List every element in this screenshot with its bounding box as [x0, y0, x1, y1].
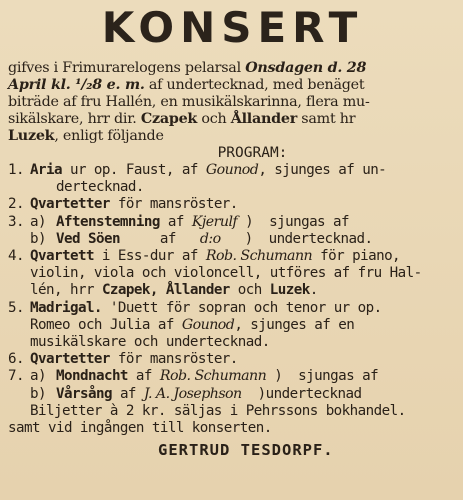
ticket-info-line-2: samt vid ingången till konserten.	[8, 420, 272, 437]
item-title: Mondnacht	[56, 368, 128, 385]
item-text: , sjunges af en	[234, 316, 355, 333]
item-number: 7.	[8, 368, 24, 385]
item-text: Romeo och Julia af	[30, 316, 182, 333]
sub-label: b)	[30, 385, 46, 402]
program-heading: PROGRAM:	[217, 145, 288, 161]
intro-text: , enligt följande	[54, 128, 164, 144]
program-item-5-line-3: musikälskare och undertecknad.	[30, 334, 270, 351]
item-text: af	[111, 385, 144, 402]
performer-name: Ållander	[230, 111, 298, 127]
program-item-4-line-2: violin, viola och violoncell, utföres af fru Hal-	[30, 265, 422, 282]
sub-label: a)	[30, 368, 46, 385]
item-number: 3.	[8, 213, 24, 230]
item-title: Madrigal.	[30, 299, 102, 316]
intro-text: och	[197, 111, 231, 127]
composer-name: Rob. Schumann	[159, 368, 267, 385]
performer-name: Luzek	[8, 128, 55, 144]
item-title: Aftenstemning	[56, 213, 160, 230]
item-text: )undertecknad	[241, 385, 362, 402]
intro-line-2	[8, 77, 457, 94]
composer-name: Gounod	[205, 162, 259, 178]
program-item-3a	[8, 214, 457, 231]
intro-paragraph	[8, 60, 457, 145]
program-item-1-cont: dertecknad.	[56, 179, 144, 196]
item-text: af	[159, 213, 192, 230]
performer-name: Luzek	[269, 282, 310, 299]
program-item-5-line-2	[8, 317, 457, 334]
composer-name: Kjerulf	[191, 213, 238, 230]
program-item-7a	[8, 368, 457, 385]
item-text: ur op. Faust, af	[61, 162, 206, 178]
intro-text: sikälskare, hrr dir.	[8, 111, 141, 127]
sub-label: a)	[30, 213, 46, 230]
intro-time: April kl. ¹/₂8 e. m.	[8, 77, 145, 93]
item-text: af	[127, 368, 160, 385]
program-item-7b	[8, 386, 457, 403]
item-text: för mansröster.	[109, 196, 238, 213]
performer-name: Czapek, Ållander	[101, 282, 230, 299]
item-number: 4.	[8, 248, 24, 265]
program-item-4	[8, 248, 457, 265]
program-item-1	[8, 162, 457, 179]
program-item-3b	[8, 231, 457, 248]
item-number: 2.	[8, 196, 24, 213]
item-text: .	[309, 282, 318, 299]
item-text: , sjunges af un-	[258, 162, 387, 178]
composer-name: Gounod	[181, 316, 235, 333]
item-text: ) sjungas af	[237, 213, 350, 230]
item-title: Ved Söen	[56, 230, 120, 247]
item-number: 5.	[8, 299, 24, 316]
item-title: Qvartetter	[30, 351, 110, 368]
item-number: 1.	[8, 162, 24, 178]
intro-text: gifves i Frimurarelogens pelarsal	[8, 60, 246, 76]
item-number: 6.	[8, 351, 24, 368]
page-title: KONSERT	[101, 3, 364, 52]
sub-label: b)	[30, 230, 46, 247]
item-text: lén, hrr	[30, 282, 102, 299]
performer-name: Czapek	[140, 111, 198, 127]
item-text: för mansröster.	[109, 351, 238, 368]
intro-line-1	[8, 60, 457, 77]
item-text: af	[119, 230, 200, 247]
intro-line-5	[8, 128, 457, 145]
item-text: 'Duett för sopran och tenor ur op.	[101, 299, 382, 316]
program-item-4-line-3	[8, 282, 457, 299]
item-text: för piano,	[312, 248, 401, 265]
item-text: i Ess-dur af	[93, 248, 206, 265]
program-list	[8, 162, 457, 437]
item-title: Qvartett	[30, 248, 94, 265]
intro-line-3: biträde af fru Hallén, en musikälskarinna, flera mu-	[8, 94, 370, 110]
composer-name: Rob. Schumann	[205, 248, 313, 265]
composer-name: J. A. Josephson	[143, 385, 242, 402]
item-title: Vårsång	[56, 385, 112, 402]
ticket-info-line-1: Biljetter à 2 kr. säljas i Pehrssons bokhandel.	[30, 402, 406, 419]
program-item-5	[8, 300, 457, 317]
program-item-6	[8, 351, 457, 368]
item-title: Aria	[30, 162, 62, 178]
item-title: Qvartetter	[30, 196, 110, 213]
intro-date: Onsdagen d. 28	[245, 60, 367, 76]
item-text: ) undertecknad.	[220, 230, 373, 247]
item-text: och	[229, 282, 270, 299]
intro-line-4	[8, 111, 457, 128]
composer-name: d:o	[199, 230, 221, 247]
item-text: ) sjungas af	[266, 368, 379, 385]
signature: GERTRUD TESDORPF.	[158, 441, 334, 460]
intro-text: samt hr	[297, 111, 356, 127]
intro-text: af undertecknad, med benäget	[144, 77, 365, 93]
program-item-2	[8, 196, 457, 213]
